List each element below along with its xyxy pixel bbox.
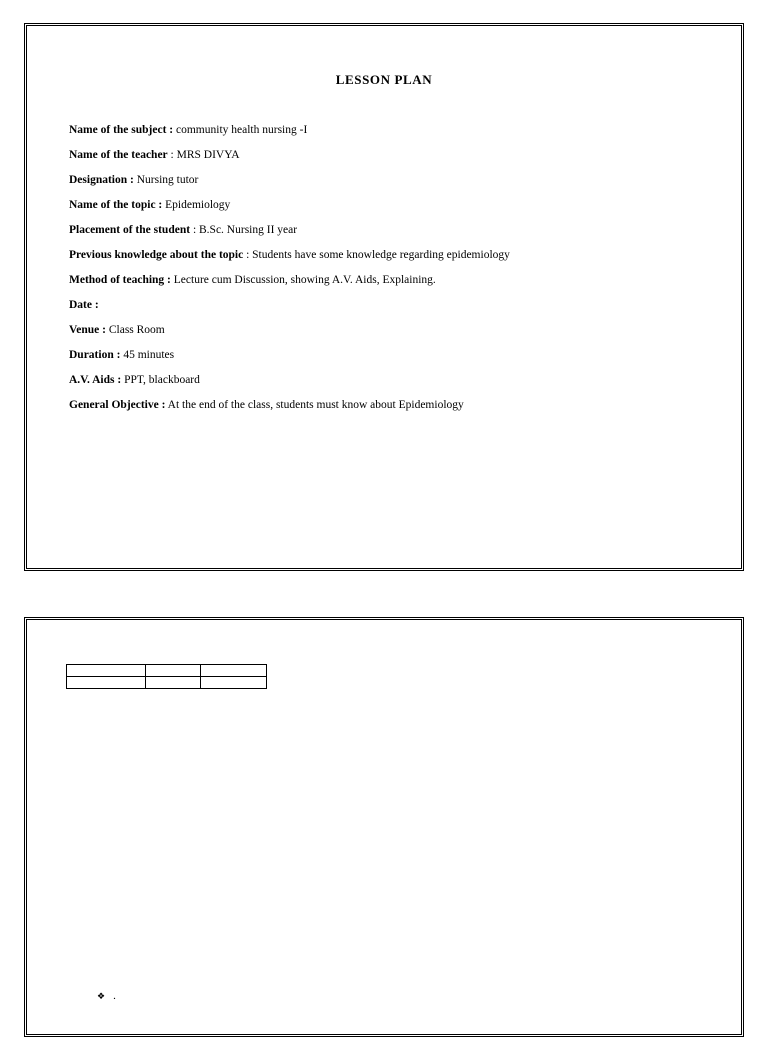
page-2 xyxy=(24,617,744,1037)
field-label: Designation : xyxy=(69,174,134,186)
lesson-details xyxy=(69,123,721,423)
page-1 xyxy=(24,23,744,571)
field-value: : MRS DIVYA xyxy=(167,149,240,161)
field-subject xyxy=(69,123,721,148)
bullet-item xyxy=(97,990,116,1003)
field-placement xyxy=(69,223,721,248)
field-label: Name of the teacher xyxy=(69,149,168,161)
field-previous-knowledge xyxy=(69,248,721,273)
field-label: General Objective : xyxy=(69,399,166,411)
table-cell xyxy=(146,665,201,677)
field-topic xyxy=(69,198,721,223)
field-method xyxy=(69,273,721,298)
field-date xyxy=(69,298,721,323)
field-teacher xyxy=(69,148,721,173)
field-value: : B.Sc. Nursing II year xyxy=(190,224,298,236)
field-label: Name of the topic : xyxy=(69,199,163,211)
field-label: Name of the subject : xyxy=(69,124,174,136)
field-label: Venue : xyxy=(69,324,106,336)
field-value: PPT, blackboard xyxy=(121,374,200,386)
field-value: 45 minutes xyxy=(120,349,175,361)
field-label: Date : xyxy=(69,299,99,311)
field-label: Placement of the student xyxy=(69,224,191,236)
field-av-aids xyxy=(69,373,721,398)
field-label: Duration : xyxy=(69,349,121,361)
table-cell xyxy=(67,677,146,689)
field-label: A.V. Aids : xyxy=(69,374,122,386)
field-label: Previous knowledge about the topic xyxy=(69,249,244,261)
field-general-objective xyxy=(69,398,721,423)
bullet-text: . xyxy=(113,990,116,1002)
field-value: At the end of the class, students must know about Epidemiology xyxy=(165,399,464,411)
lesson-plan-title: LESSON PLAN xyxy=(335,72,433,87)
empty-table xyxy=(66,664,267,689)
table-row xyxy=(67,677,267,689)
field-value: Epidemiology xyxy=(162,199,231,211)
field-value: Lecture cum Discussion, showing A.V. Aids, Explaining. xyxy=(170,274,436,286)
table-cell xyxy=(201,677,267,689)
table-cell xyxy=(201,665,267,677)
field-label: Method of teaching : xyxy=(69,274,171,286)
field-designation xyxy=(69,173,721,198)
table-cell xyxy=(67,665,146,677)
field-value: community health nursing -I xyxy=(173,124,308,136)
field-value: : Students have some knowledge regarding epidemiology xyxy=(243,249,510,261)
field-value: Class Room xyxy=(105,324,165,336)
field-venue xyxy=(69,323,721,348)
field-duration xyxy=(69,348,721,373)
field-value: Nursing tutor xyxy=(133,174,199,186)
table-row xyxy=(67,665,267,677)
diamond-bullet-icon: ❖ xyxy=(97,992,106,1002)
table-cell xyxy=(146,677,201,689)
